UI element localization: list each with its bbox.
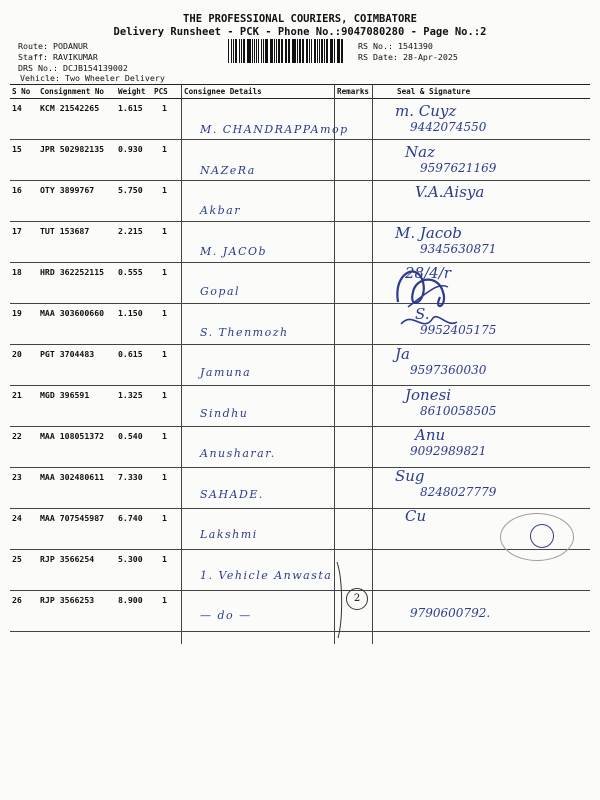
cell-consignment: MAA 707545987	[38, 509, 116, 550]
table-row	[10, 591, 590, 632]
drs-label: DRS No.: DCJB154139002	[18, 63, 128, 73]
cell-sno: 22	[10, 427, 38, 468]
barcode-bar	[326, 39, 328, 63]
handwritten-signature: m. Cuyz	[395, 102, 457, 120]
handwritten-phone: 9345630871	[420, 241, 497, 256]
handwritten-signature: S.	[415, 304, 430, 323]
cell-weight: 0.930	[116, 140, 152, 181]
handwritten-phone: 9597621169	[420, 160, 497, 175]
handwritten-signature: Sug	[395, 466, 425, 485]
handwritten-consignee: S. Thenmozh	[200, 325, 289, 339]
barcode-bar	[274, 39, 275, 63]
col-signature: Seal & Signature	[375, 85, 590, 99]
handwritten-consignee: Lakshmi	[200, 528, 258, 541]
route-label: Route: PODANUR	[18, 41, 88, 51]
cell-pcs: 1	[152, 222, 182, 263]
barcode-bar	[278, 39, 280, 63]
cell-weight: 2.215	[116, 222, 152, 263]
barcode	[228, 39, 345, 63]
cell-sno: 17	[10, 222, 38, 263]
barcode-bar	[334, 39, 335, 63]
cell-consignment: TUT 153687	[38, 222, 116, 263]
table-row	[10, 140, 590, 181]
cell-sno: 24	[10, 509, 38, 550]
barcode-bar	[285, 39, 286, 63]
barcode-bar	[288, 39, 289, 63]
barcode-bar	[319, 39, 320, 63]
cell-pcs: 1	[152, 140, 182, 181]
cell-consignment: RJP 3566253	[38, 591, 116, 632]
cell-pcs: 1	[152, 304, 182, 345]
handwritten-consignee: SAHADE.	[200, 487, 264, 501]
cell-weight: 1.615	[116, 99, 152, 140]
remark-circle: 2	[346, 588, 368, 610]
handwritten-consignee: Akbar	[200, 204, 241, 217]
barcode-bar	[309, 39, 310, 63]
cell-remarks	[335, 181, 375, 222]
barcode-bar	[271, 39, 272, 63]
barcode-bar	[317, 39, 318, 63]
table-row	[10, 427, 590, 468]
handwritten-phone: 9790600792.	[410, 606, 491, 620]
cell-consignee	[182, 345, 335, 386]
handwritten-consignee: — do —	[200, 609, 252, 622]
barcode-bar	[321, 39, 322, 63]
cell-remarks	[335, 345, 375, 386]
cell-pcs: 1	[152, 427, 182, 468]
cell-sno: 21	[10, 386, 38, 427]
cell-weight: 0.555	[116, 263, 152, 304]
barcode-bar	[263, 39, 264, 63]
barcode-bar	[228, 39, 229, 63]
runsheet-table	[10, 84, 590, 632]
table-row	[10, 345, 590, 386]
barcode-bar	[247, 39, 248, 63]
handwritten-signature: Cu	[405, 507, 427, 525]
handwritten-consignee: Sindhu	[200, 406, 249, 420]
cell-sno: 25	[10, 550, 38, 591]
barcode-bar	[270, 39, 271, 63]
handwritten-phone: 8610058505	[420, 403, 497, 418]
table-header-row	[10, 85, 590, 99]
cell-remarks	[335, 427, 375, 468]
rs-date: RS Date: 28-Apr-2025	[358, 52, 458, 62]
cell-remarks	[335, 222, 375, 263]
table-row	[10, 468, 590, 509]
barcode-bar	[341, 39, 343, 63]
handwritten-consignee: 1. Vehicle Anwasta	[200, 568, 333, 582]
handwritten-consignee: Jamuna	[200, 366, 252, 379]
col-consignment: Consignment No	[38, 85, 116, 99]
column-divider	[372, 84, 373, 644]
table-row	[10, 181, 590, 222]
handwritten-consignee: M. JACOb	[200, 244, 268, 258]
cell-consignment: MAA 302480611	[38, 468, 116, 509]
barcode-bar	[303, 39, 304, 63]
barcode-bar	[248, 39, 250, 63]
barcode-bar	[243, 39, 244, 63]
barcode-bar	[338, 39, 339, 63]
cell-consignment: RJP 3566254	[38, 550, 116, 591]
cell-remarks	[335, 386, 375, 427]
handwritten-phone: 9952405175	[420, 322, 497, 337]
barcode-bar	[292, 39, 293, 63]
cell-consignment: MAA 108051372	[38, 427, 116, 468]
cell-sno: 19	[10, 304, 38, 345]
column-divider	[181, 84, 182, 644]
cell-consignment: HRD 362252115	[38, 263, 116, 304]
cell-pcs: 1	[152, 181, 182, 222]
handwritten-phone: 9092989821	[410, 444, 487, 458]
cell-sno: 15	[10, 140, 38, 181]
handwritten-signature: Ja	[395, 345, 410, 363]
table-row	[10, 263, 590, 304]
seal-mark	[530, 524, 554, 548]
cell-consignment: OTY 3899767	[38, 181, 116, 222]
cell-consignment: JPR 502982135	[38, 140, 116, 181]
col-pcs: PCS	[152, 85, 182, 99]
cell-remarks	[335, 509, 375, 550]
cell-pcs: 1	[152, 591, 182, 632]
handwritten-consignee: Anusharar.	[200, 447, 276, 460]
company-title: THE PROFESSIONAL COURIERS, COIMBATORE	[183, 13, 417, 25]
barcode-bar	[241, 39, 242, 63]
handwritten-phone: 9597360030	[410, 363, 487, 377]
cell-sno: 26	[10, 591, 38, 632]
barcode-bar	[265, 39, 267, 63]
handwritten-signature: 28/4/r	[405, 264, 451, 282]
handwritten-signature: Jonesi	[405, 385, 452, 404]
handwritten-phone: 9442074550	[410, 120, 487, 134]
rs-number: RS No.: 1541390	[358, 41, 433, 51]
cell-pcs: 1	[152, 99, 182, 140]
cell-pcs: 1	[152, 386, 182, 427]
cell-remarks	[335, 140, 375, 181]
cell-pcs: 1	[152, 468, 182, 509]
barcode-bar	[286, 39, 287, 63]
cell-weight: 1.150	[116, 304, 152, 345]
barcode-bar	[337, 39, 338, 63]
col-sno: S No	[10, 85, 38, 99]
cell-sno: 20	[10, 345, 38, 386]
cell-weight: 0.615	[116, 345, 152, 386]
barcode-bar	[256, 39, 257, 63]
barcode-bar	[233, 39, 234, 63]
cell-consignment: MGD 396591	[38, 386, 116, 427]
col-weight: Weight	[116, 85, 152, 99]
cell-pcs: 1	[152, 550, 182, 591]
signature-scribble	[393, 310, 463, 334]
barcode-bar	[258, 39, 259, 63]
barcode-bar	[324, 39, 325, 63]
barcode-bar	[235, 39, 237, 63]
col-consignee: Consignee Details	[182, 85, 335, 99]
table-row	[10, 222, 590, 263]
barcode-bar	[311, 39, 312, 63]
bracket-mark	[335, 560, 347, 640]
cell-remarks	[335, 263, 375, 304]
barcode-bar	[299, 39, 300, 63]
cell-weight: 5.300	[116, 550, 152, 591]
cell-weight: 0.540	[116, 427, 152, 468]
barcode-bar	[293, 39, 295, 63]
cell-weight: 7.330	[116, 468, 152, 509]
handwritten-signature: Naz	[405, 142, 435, 161]
handwritten-consignee: NAZeRa	[200, 163, 256, 177]
handwritten-signature: Anu	[415, 426, 446, 444]
cell-sno: 18	[10, 263, 38, 304]
cell-consignment: PGT 3704483	[38, 345, 116, 386]
handwritten-signature: V.A.Aisya	[415, 183, 485, 201]
cell-sno: 14	[10, 99, 38, 140]
handwritten-consignee: Gopal	[200, 285, 241, 298]
barcode-bar	[281, 39, 282, 63]
cell-weight: 5.750	[116, 181, 152, 222]
cell-sno: 23	[10, 468, 38, 509]
barcode-bar	[254, 39, 255, 63]
barcode-bar	[252, 39, 253, 63]
cell-pcs: 1	[152, 263, 182, 304]
barcode-bar	[276, 39, 277, 63]
col-remarks: Remarks	[335, 85, 375, 99]
barcode-bar	[331, 39, 332, 63]
cell-pcs: 1	[152, 345, 182, 386]
barcode-bar	[302, 39, 303, 63]
barcode-bar	[297, 39, 298, 63]
cell-pcs: 1	[152, 509, 182, 550]
cell-weight: 8.900	[116, 591, 152, 632]
barcode-bar	[231, 39, 232, 63]
cell-consignment: MAA 303600660	[38, 304, 116, 345]
cell-weight: 1.325	[116, 386, 152, 427]
table-row	[10, 386, 590, 427]
barcode-bar	[330, 39, 331, 63]
handwritten-consignee: M. CHANDRAPPAmop	[200, 123, 349, 136]
table-row	[10, 304, 590, 345]
barcode-bar	[306, 39, 307, 63]
handwritten-signature: M. Jacob	[395, 223, 462, 242]
cell-remarks	[335, 304, 375, 345]
barcode-bar	[261, 39, 262, 63]
barcode-bar	[314, 39, 316, 63]
vehicle-label: Vehicle: Two Wheeler Delivery	[20, 73, 165, 83]
cell-sno: 16	[10, 181, 38, 222]
handwritten-phone: 8248027779	[420, 484, 497, 499]
barcode-bar	[239, 39, 240, 63]
runsheet-subtitle: Delivery Runsheet - PCK - Phone No.:9047080280 - Page No.:2	[113, 26, 487, 38]
cell-remarks	[335, 468, 375, 509]
cell-consignment: KCM 21542265	[38, 99, 116, 140]
staff-label: Staff: RAVIKUMAR	[18, 52, 98, 62]
cell-weight: 6.740	[116, 509, 152, 550]
